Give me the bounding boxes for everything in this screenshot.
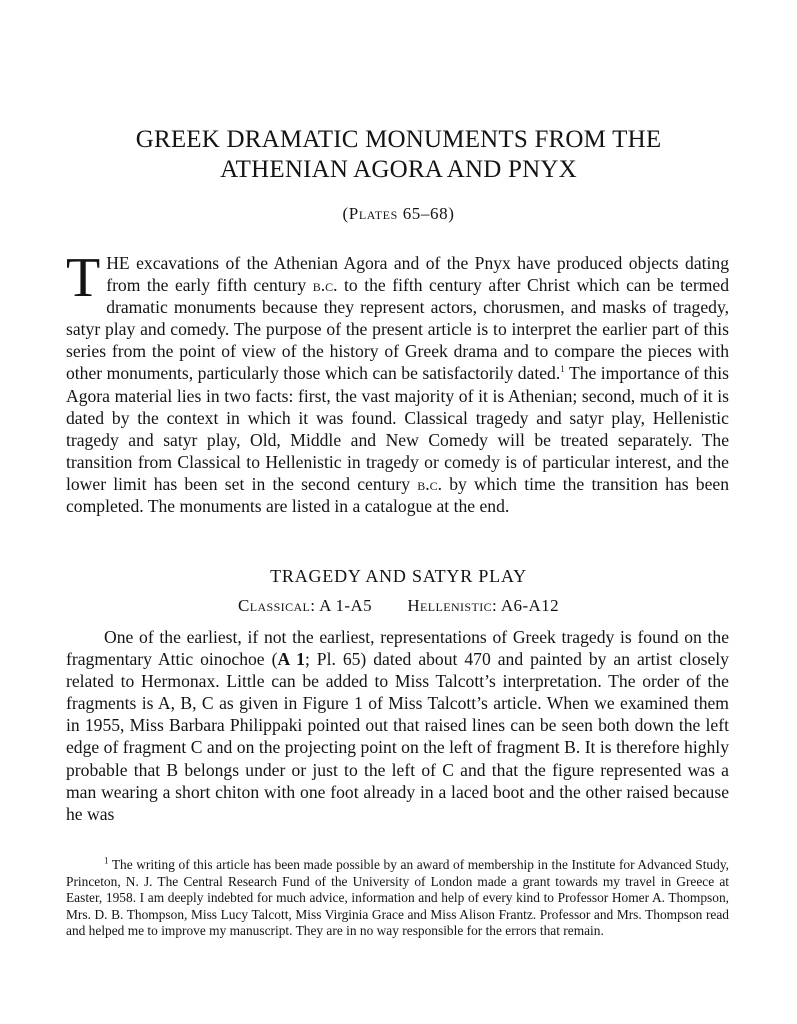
para2-text-b: ; Pl. 65) dated about 470 and painted by an artist closely related to Hermonax. Little can be added to Miss Talcott’s interpretation. The order of the fragments is A, B, C as given in Figure 1 of Miss Talcott’s article. When we examined them in 1955, Miss Barbara Philippaki pointed out that raised lines can be seen both down the left edge of fragment C and on the projecting point on the left of fragment B. It is therefore highly probable that B belongs under or just to the left of C and that the figure represented was a man wearing a short chiton with one foot already in a laced boot and the other raised because he was: [66, 649, 729, 824]
intro-text-c: The importance of this Agora material lies in two facts: first, the vast majority of it is Athenian; second, much of it is dated by the context in which it was found. Classical tragedy and satyr play, Hellenistic tragedy and satyr play, Old, Middle and New Comedy will be treated separately. The transition from Classical to Hellenistic in tragedy or comedy is of particular interest, and the lower limit has been set in the second century: [66, 363, 730, 494]
article-title: [60, 125, 737, 185]
footnote-text: The writing of this article has been made possible by an award of membership in the Institute for Advanced Study, Princeton, N. J. The Central Research Fund of the University of London made a grant towards my travel in Greece at Easter, 1958. I am deeply indebted for much advice, information and help of every kind to Professor Homer A. Thompson, Mrs. D. B. Thompson, Miss Lucy Talcott, Miss Virginia Grace and Miss Alison Frantz. Professor and Mrs. Thompson read and helped me to improve my manuscript. They are in no way responsible for the errors that remain.: [66, 857, 729, 938]
footnote-number: 1: [104, 855, 109, 866]
footnote-reference[interactable]: 1: [560, 364, 565, 375]
hellenistic-range: A6-A12: [500, 596, 559, 615]
section-heading: TRAGEDY AND SATYR PLAY: [270, 566, 527, 586]
intro-bc-1: b.c.: [312, 275, 338, 296]
footnote: [66, 857, 729, 940]
section-subheadings: [0, 596, 797, 616]
title-line-2: ATHENIAN AGORA AND PNYX: [220, 156, 577, 183]
classical-label: Classical:: [237, 596, 316, 615]
intro-text-a: HE excavations of the Athenian Agora and of the Pnyx have produced objects dating from the early fifth century: [106, 253, 729, 296]
body-paragraph-2: [66, 626, 729, 825]
intro-bc-2: b.c.: [417, 473, 443, 494]
para2-text-a: One of the earliest, if not the earliest, representations of Greek tragedy is found on the fragmentary Attic oinochoe (: [66, 627, 729, 670]
intro-text-d: by which time the transition has been completed. The monuments are listed in a catalogue at the end.: [66, 473, 729, 517]
title-line-1: GREEK DRAMATIC MONUMENTS FROM THE: [135, 126, 662, 153]
hellenistic-label: Hellenistic:: [407, 596, 498, 615]
classical-range: A 1-A5: [319, 596, 373, 615]
drop-cap: T: [66, 247, 101, 309]
intro-text-b: to the fifth century after Christ which can be termed dramatic monuments because they represent actors, chorusmen, and masks of tragedy, satyr play and comedy. The purpose of the present article is to interpret the earlier part of this series from the point of view of the history of Greek drama and to compare the pieces with other monuments, particularly those which can be satisfactorily dated.: [66, 275, 729, 384]
catalogue-ref-a1: A 1: [277, 649, 305, 670]
intro-paragraph: [66, 247, 730, 517]
plates-reference: (Plates 65–68): [342, 204, 455, 223]
